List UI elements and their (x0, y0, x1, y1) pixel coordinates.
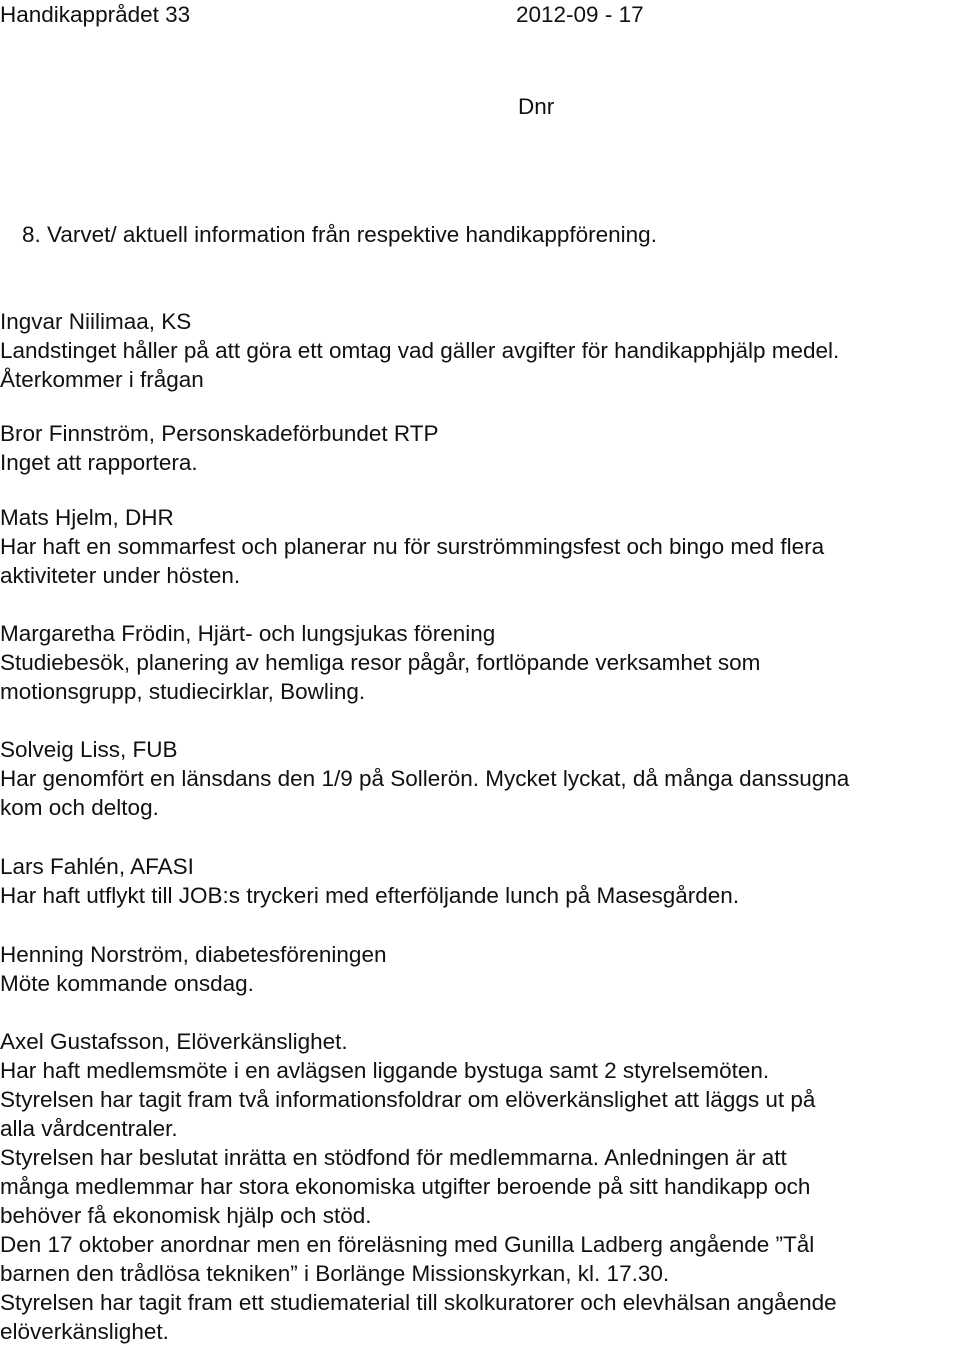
header-org: Handikapprådet 33 (0, 2, 191, 27)
report-line: Styrelsen har tagit fram ett studiematerial till skolkuratorer och elevhälsan angående (0, 1290, 837, 1315)
header-date: 2012-09 - 17 (516, 2, 644, 27)
report-line: många medlemmar har stora ekonomiska utgifter beroende på sitt handikapp och (0, 1174, 811, 1199)
report-line: kom och deltog. (0, 795, 159, 820)
speaker-name: Ingvar Niilimaa, KS (0, 309, 192, 334)
speaker-name: Henning Norström, diabetesföreningen (0, 942, 387, 967)
report-line: Har haft medlemsmöte i en avlägsen liggande bystuga samt 2 styrelsemöten. (0, 1058, 770, 1083)
report-line: behöver få ekonomisk hjälp och stöd. (0, 1203, 372, 1228)
report-line: Studiebesök, planering av hemliga resor pågår, fortlöpande verksamhet som (0, 650, 761, 675)
report-line: Landstinget håller på att göra ett omtag vad gäller avgifter för handikapphjälp medel. (0, 338, 840, 363)
agenda-heading: 8. Varvet/ aktuell information från respektive handikappförening. (22, 222, 657, 247)
report-line: motionsgrupp, studiecirklar, Bowling. (0, 679, 366, 704)
speaker-name: Axel Gustafsson, Elöverkänslighet. (0, 1029, 348, 1054)
report-line: elöverkänslighet. (0, 1319, 169, 1344)
report-line: Styrelsen har tagit fram två informationsfoldrar om elöverkänslighet att läggs ut på (0, 1087, 816, 1112)
report-line: Möte kommande onsdag. (0, 971, 254, 996)
report-line: Återkommer i frågan (0, 367, 204, 392)
report-line: aktiviteter under hösten. (0, 563, 241, 588)
report-line: barnen den trådlösa tekniken” i Borlänge Missionskyrkan, kl. 17.30. (0, 1261, 670, 1286)
report-line: Den 17 oktober anordnar men en föreläsning med Gunilla Ladberg angående ”Tål (0, 1232, 815, 1257)
report-line: Har genomfört en länsdans den 1/9 på Sollerön. Mycket lyckat, då många danssugna (0, 766, 850, 791)
header-dnr: Dnr (518, 94, 555, 119)
report-line: Inget att rapportera. (0, 450, 198, 475)
report-line: Har haft en sommarfest och planerar nu för surströmmingsfest och bingo med flera (0, 534, 825, 559)
speaker-name: Mats Hjelm, DHR (0, 505, 174, 530)
speaker-name: Lars Fahlén, AFASI (0, 854, 194, 879)
speaker-name: Solveig Liss, FUB (0, 737, 178, 762)
speaker-name: Bror Finnström, Personskadeförbundet RTP (0, 421, 439, 446)
report-line: Har haft utflykt till JOB:s tryckeri med efterföljande lunch på Masesgården. (0, 883, 740, 908)
report-line: alla vårdcentraler. (0, 1116, 178, 1141)
report-line: Styrelsen har beslutat inrätta en stödfond för medlemmarna. Anledningen är att (0, 1145, 787, 1170)
speaker-name: Margaretha Frödin, Hjärt- och lungsjukas förening (0, 621, 496, 646)
